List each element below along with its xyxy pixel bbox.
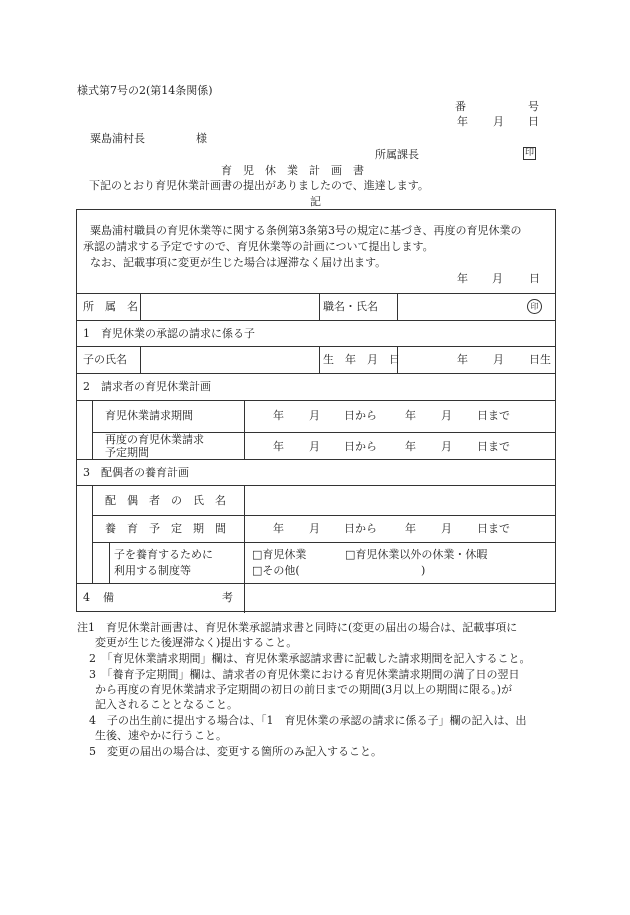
form-date-year: 年 bbox=[457, 272, 468, 285]
document-title: 育 児 休 業 計 画 書 bbox=[221, 164, 364, 177]
note-2: 2 「育児休業請求期間」欄は、育児休業承認請求書に記載した請求期間を記入すること。 bbox=[89, 652, 531, 665]
date-year: 年 bbox=[457, 115, 468, 128]
note-4-cont: 生後、速やかに行うこと。 bbox=[95, 729, 227, 742]
period-month: 月 bbox=[309, 522, 320, 535]
col-divider bbox=[319, 293, 320, 320]
row-divider bbox=[77, 373, 555, 374]
seal-mark: 印 bbox=[527, 299, 542, 314]
re-leave-label-2: 予定期間 bbox=[105, 446, 149, 459]
col-divider bbox=[92, 400, 93, 459]
row-divider bbox=[92, 515, 555, 516]
form-date-month: 月 bbox=[492, 272, 503, 285]
col-divider bbox=[244, 400, 245, 459]
row-divider bbox=[77, 400, 555, 401]
birth-date-label: 生 年 月 日 bbox=[323, 353, 400, 366]
number-label: 番 bbox=[455, 100, 466, 113]
period-until: 日まで bbox=[477, 522, 510, 535]
seal-mark: 印 bbox=[525, 148, 535, 158]
col-divider bbox=[244, 583, 245, 613]
form-number: 様式第7号の2(第14条関係) bbox=[77, 84, 213, 97]
row-divider bbox=[77, 583, 555, 584]
period-year: 年 bbox=[405, 522, 416, 535]
period-until: 日まで bbox=[477, 440, 510, 453]
period-month: 月 bbox=[441, 522, 452, 535]
col-divider bbox=[92, 485, 93, 583]
ki-label: 記 bbox=[310, 195, 321, 208]
col-divider bbox=[319, 346, 320, 373]
period-month: 月 bbox=[441, 440, 452, 453]
date-month: 月 bbox=[493, 115, 504, 128]
col-divider bbox=[140, 293, 141, 320]
addressee: 粟島浦村長 bbox=[90, 132, 145, 145]
col-divider bbox=[244, 485, 245, 583]
intro-text: 下記のとおり育児休業計画書の提出がありましたので、進達します。 bbox=[89, 179, 429, 192]
period-year: 年 bbox=[405, 409, 416, 422]
section-4-number: 4 bbox=[83, 591, 90, 604]
col-divider bbox=[140, 346, 141, 373]
period-year: 年 bbox=[273, 522, 284, 535]
period-year: 年 bbox=[273, 440, 284, 453]
go-label: 号 bbox=[528, 100, 539, 113]
date-day: 日 bbox=[528, 115, 539, 128]
system-label-2: 利用する制度等 bbox=[114, 564, 191, 577]
dept-head-label: 所属課長 bbox=[375, 148, 419, 161]
period-from: 日から bbox=[344, 522, 377, 535]
para1-line1: 粟島浦村職員の育児休業等に関する条例第3条第3号の規定に基づき、再度の育児休業の bbox=[90, 224, 522, 237]
spouse-name-label: 配 偶 者 の 氏 名 bbox=[105, 494, 226, 507]
section-2-heading: 2 請求者の育児休業計画 bbox=[83, 380, 211, 393]
birth-month: 月 bbox=[493, 353, 504, 366]
option-other[interactable]: □その他( bbox=[252, 564, 300, 577]
close-paren: ) bbox=[421, 564, 426, 577]
leave-period-label: 育児休業請求期間 bbox=[105, 409, 193, 422]
para1-line2: 承認の請求する予定ですので、育児休業等の計画について提出します。 bbox=[83, 240, 434, 253]
remarks-label-a: 備 bbox=[103, 591, 114, 604]
period-from: 日から bbox=[344, 409, 377, 422]
job-name-label: 職名・氏名 bbox=[323, 300, 378, 313]
option-other-leave[interactable]: □育児休業以外の休業・休暇 bbox=[345, 548, 488, 561]
note-3: 3 「養育予定期間」欄は、請求者の育児休業における育児休業請求期間の満了日の翌日 bbox=[89, 668, 520, 681]
section-1-heading: 1 育児休業の承認の請求に係る子 bbox=[83, 327, 255, 340]
row-divider bbox=[77, 346, 555, 347]
row-divider bbox=[77, 485, 555, 486]
note-1-cont: 変更が生じた後遅滞なく)提出すること。 bbox=[95, 636, 298, 649]
birth-day: 日生 bbox=[529, 353, 551, 366]
applicant-seal bbox=[527, 299, 542, 314]
para2: なお、記載事項に変更が生じた場合は遅滞なく届け出ます。 bbox=[90, 256, 387, 269]
dept-head-seal bbox=[523, 145, 536, 160]
care-period-label: 養 育 予 定 期 間 bbox=[105, 522, 226, 535]
re-leave-label-1: 再度の育児休業請求 bbox=[105, 433, 204, 446]
form-date-day: 日 bbox=[529, 272, 540, 285]
period-year: 年 bbox=[273, 409, 284, 422]
col-divider bbox=[109, 542, 110, 583]
sama-label: 様 bbox=[196, 132, 207, 145]
period-from: 日から bbox=[344, 440, 377, 453]
row-divider bbox=[77, 320, 555, 321]
note-3-cont: から再度の育児休業請求予定期間の初日の前日までの期間(3月以上の期間に限る。)が bbox=[95, 683, 513, 696]
row-divider bbox=[92, 542, 555, 543]
note-3-cont: 記入されることとなること。 bbox=[95, 698, 238, 711]
row-divider bbox=[77, 293, 555, 294]
birth-year: 年 bbox=[457, 353, 468, 366]
period-month: 月 bbox=[309, 409, 320, 422]
note-5: 5 変更の届出の場合は、変更する箇所のみ記入すること。 bbox=[89, 745, 382, 758]
row-divider bbox=[77, 459, 555, 460]
option-childcare-leave[interactable]: □育児休業 bbox=[252, 548, 307, 561]
plan-form bbox=[76, 209, 556, 612]
period-month: 月 bbox=[441, 409, 452, 422]
affiliation-label: 所 属 名 bbox=[83, 300, 138, 313]
note-1: 注1 育児休業計画書は、育児休業承認請求書と同時に(変更の届出の場合は、記載事項に bbox=[77, 621, 518, 634]
section-3-heading: 3 配偶者の養育計画 bbox=[83, 466, 189, 479]
col-divider bbox=[397, 293, 398, 320]
period-month: 月 bbox=[309, 440, 320, 453]
child-name-label: 子の氏名 bbox=[83, 353, 127, 366]
remarks-label-b: 考 bbox=[222, 591, 233, 604]
note-4: 4 子の出生前に提出する場合は、「1 育児休業の承認の請求に係る子」欄の記入は、出 bbox=[89, 714, 527, 727]
period-until: 日まで bbox=[477, 409, 510, 422]
period-year: 年 bbox=[405, 440, 416, 453]
system-label-1: 子を養育するために bbox=[114, 548, 213, 561]
